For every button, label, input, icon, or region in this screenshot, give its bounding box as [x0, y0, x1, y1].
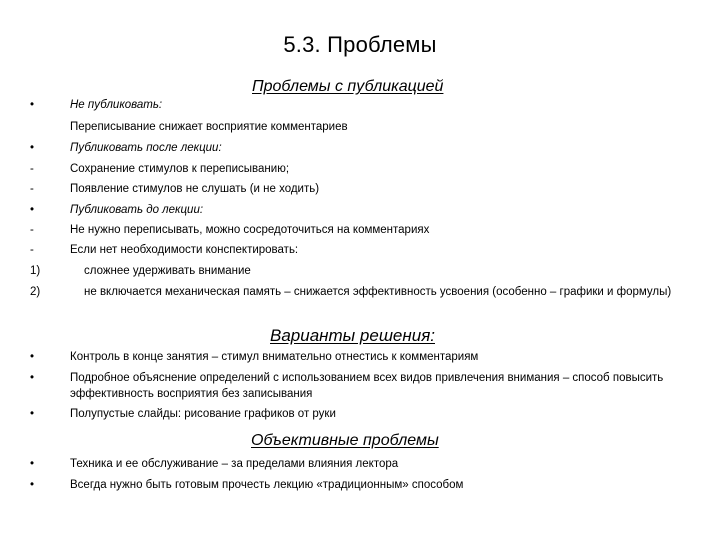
bullet-marker: • [30, 372, 35, 384]
bullet-marker: • [30, 204, 35, 216]
list-item-text: Если нет необходимости конспектировать: [70, 244, 299, 256]
list-item-text: сложнее удерживать внимание [84, 265, 251, 277]
list-item-text: Публиковать до лекции: [70, 204, 204, 216]
bullet-marker: • [30, 99, 35, 111]
slide-title: 5.3. Проблемы [283, 32, 437, 57]
list-item-text: Сохранение стимулов к переписыванию; [70, 163, 290, 175]
list-item-text: Переписывание снижает восприятие комментариев [70, 121, 348, 133]
bullet-marker: • [30, 479, 35, 491]
bullet-marker: • [30, 142, 35, 154]
bullet-marker: • [30, 408, 35, 420]
list-item-text: Не публиковать: [70, 99, 163, 111]
list-item-text: не включается механическая память – снижается эффективность усвоения (особенно – графики и формулы) [84, 286, 672, 298]
list-item-text: Контроль в конце занятия – стимул внимательно отнестись к комментариям [70, 351, 479, 363]
dash-marker: - [30, 224, 34, 236]
list-item-text: Публиковать после лекции: [70, 142, 222, 154]
number-marker: 1) [30, 265, 41, 277]
list-item-text: Подробное объяснение определений с использованием всех видов привлечения внимания – способ повысить эффективность восприятия без записывания [70, 372, 664, 400]
dash-marker: - [30, 163, 34, 175]
bullet-marker: • [30, 458, 35, 470]
list-item-text: Техника и ее обслуживание – за пределами влияния лектора [70, 458, 399, 470]
section-heading-objective-problems: Объективные проблемы [251, 432, 439, 449]
number-marker: 2) [30, 286, 41, 298]
list-item-text: Всегда нужно быть готовым прочесть лекцию «традиционным» способом [70, 479, 464, 491]
section-heading-publication-problems: Проблемы с публикацией [252, 78, 444, 95]
list-item-text: Не нужно переписывать, можно сосредоточиться на комментариях [70, 224, 430, 236]
bullet-marker: • [30, 351, 35, 363]
list-item-text: Полупустые слайды: рисование графиков от руки [70, 408, 336, 420]
dash-marker: - [30, 183, 34, 195]
list-item-text: Появление стимулов не слушать (и не ходить) [70, 183, 320, 195]
dash-marker: - [30, 244, 34, 256]
section-heading-solutions: Варианты решения: [270, 326, 435, 345]
